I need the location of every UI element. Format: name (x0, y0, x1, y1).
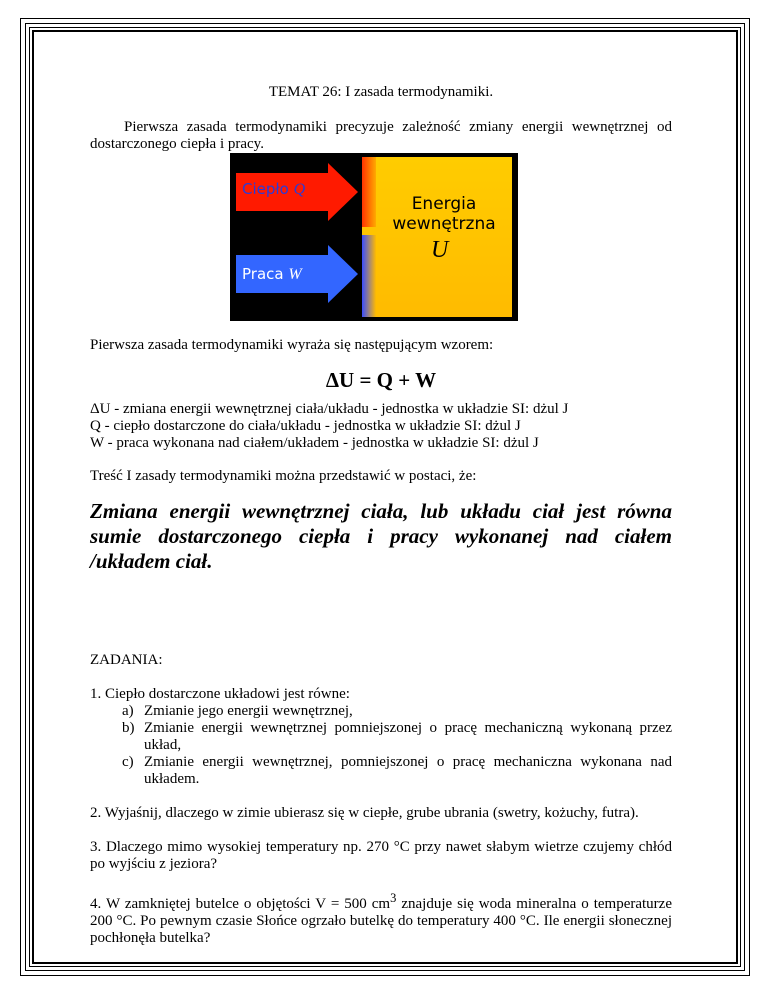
internal-energy-symbol: U (431, 237, 449, 263)
definition-delta-u: ΔU - zmiana energii wewnętrznej ciała/układu - jednostka w układzie SI: dżul J (90, 401, 569, 417)
task-1-option-a: a) Zmianie jego energii wewnętrznej, (122, 703, 353, 719)
definition-q: Q - ciepło dostarczone do ciała/układu - jednostka w układzie SI: dżul J (90, 418, 521, 434)
task-4: 4. W zamkniętej butelce o objętości V = 500 $cm^3$ znajduje się woda mineralna o temperaturze 200 °C. Po pewnym czasie Słońce ogrzało butelkę do temperatury 400 °C. Ile energii słonecznej pochłonęła butelka? (90, 891, 672, 946)
task-1-option-b: b) Zmianie energii wewnętrznej pomniejszonej o pracę mechaniczną wykonaną przez układ, (122, 720, 672, 753)
heat-label: Ciepło Q (242, 180, 306, 198)
tasks-heading: ZADANIA: (90, 652, 163, 668)
principle-intro: Treść I zasady termodynamiki można przedstawić w postaci, że: (90, 468, 477, 484)
task-1-question: 1. Ciepło dostarczone układowi jest równe: (90, 686, 350, 702)
first-law-statement: Zmiana energii wewnętrznej ciała, lub układu ciał jest równa sumie dostarczonego ciepła i pracy wykonanej nad ciałem /układem ciał. (90, 499, 672, 573)
internal-energy-label: Energia wewnętrzna (392, 194, 496, 234)
document-body (90, 84, 672, 947)
document-title: TEMAT 26: I zasada termodynamiki. (268, 84, 494, 100)
work-label: Praca W (242, 265, 302, 283)
internal-energy-diagram (230, 153, 518, 321)
task-3: 3. Dlaczego mimo wysokiej temperatury np. 270 °C przy nawet słabym wietrze czujemy chłód po wyjściu z jeziora? (90, 839, 672, 872)
definition-w: W - praca wykonana nad ciałem/układem - jednostka w układzie SI: dżul J (90, 435, 539, 451)
first-law-formula: ΔU = Q + W (325, 368, 437, 392)
task-1-option-c: c) Zmianie energii wewnętrznej, pomniejszonej o pracę mechaniczna wykonana nad układem. (122, 754, 672, 787)
formula-definitions (90, 401, 672, 452)
formula-intro: Pierwsza zasada termodynamiki wyraża się następującym wzorem: (90, 337, 494, 353)
intro-paragraph: Pierwsza zasada termodynamiki precyzuje zależność zmiany energii wewnętrznej od dostarczonego ciepła i pracy. (90, 119, 672, 152)
task-2: 2. Wyjaśnij, dlaczego w zimie ubierasz się w ciepłe, grube ubrania (swetry, kożuchy, futra). (90, 805, 639, 821)
task-1-options (90, 703, 672, 788)
